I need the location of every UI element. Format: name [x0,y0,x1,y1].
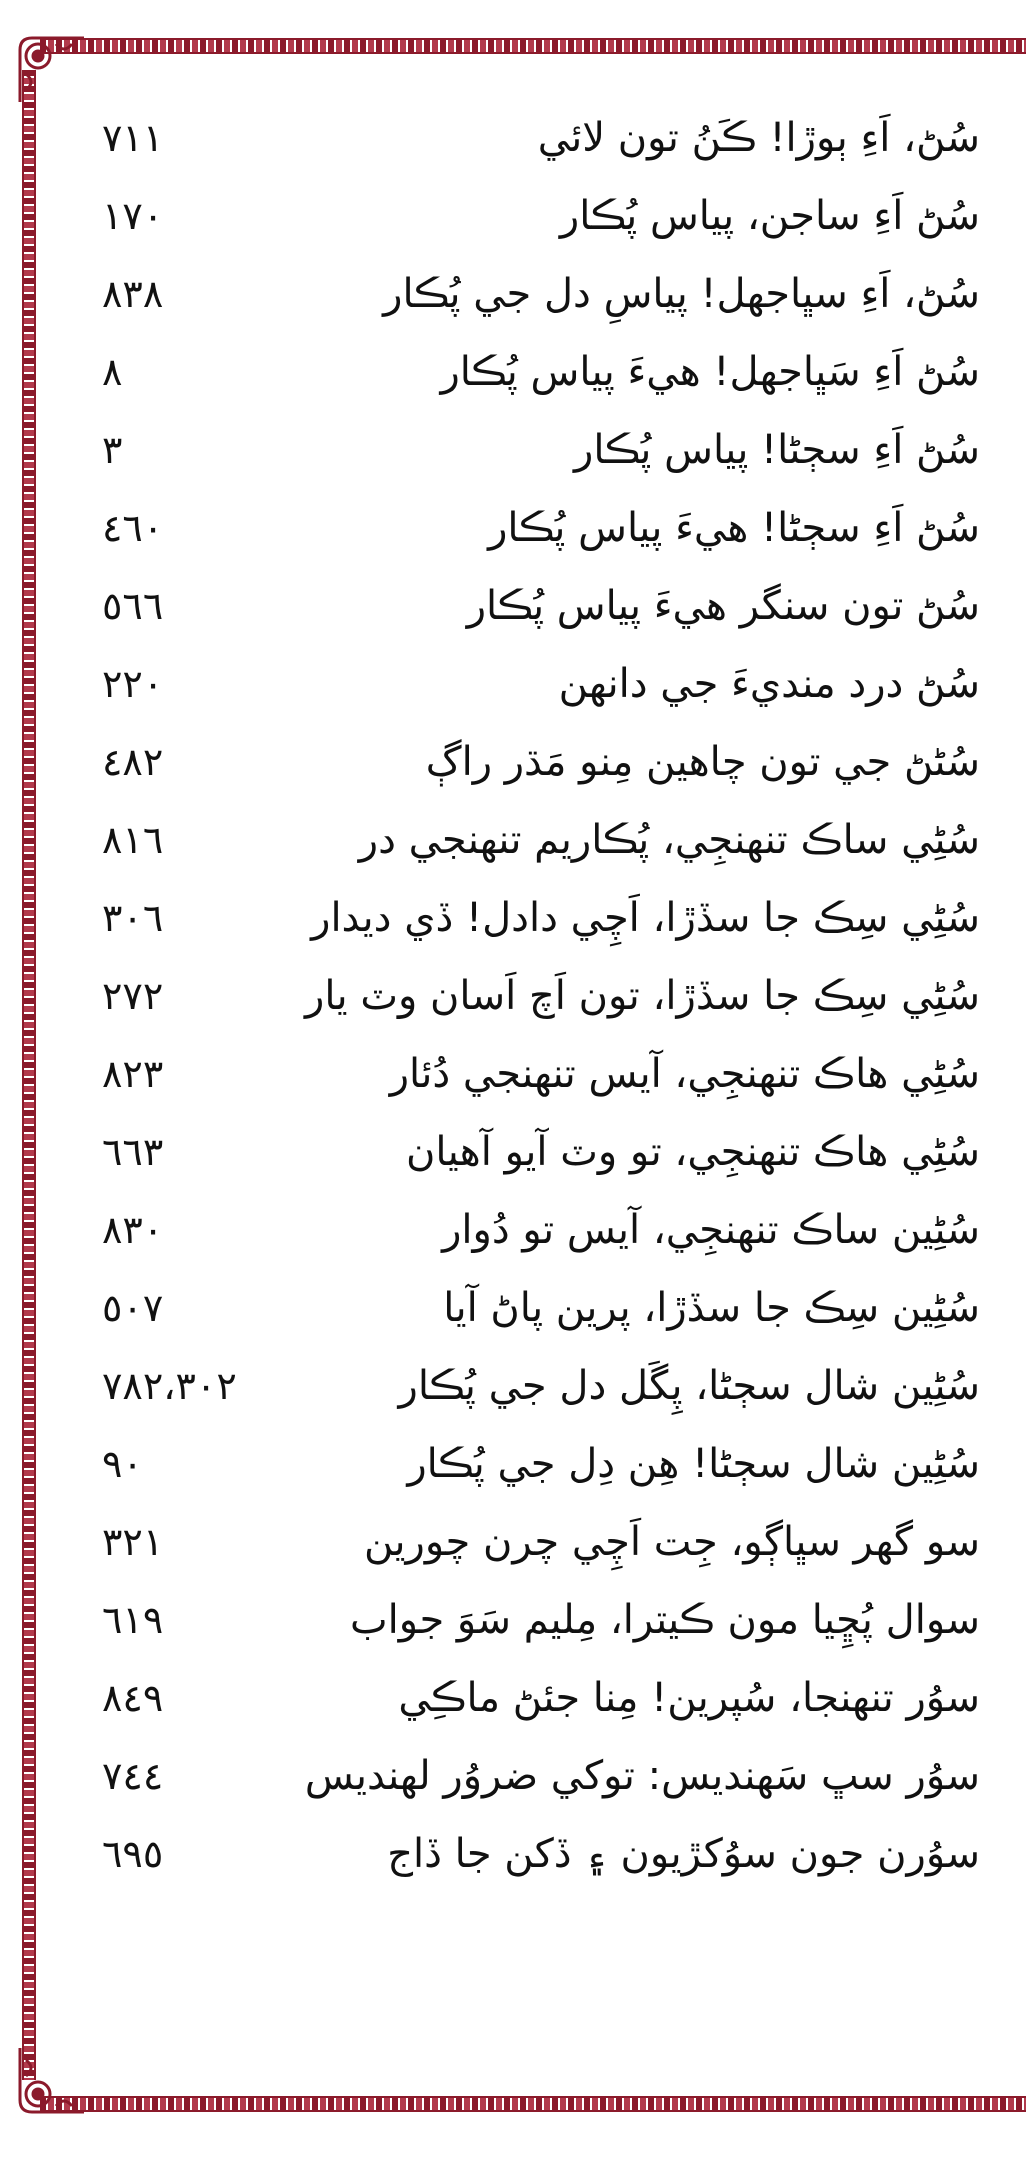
entry-text: سُڻ، اَءِ ٻوڙا! ڪَنُ تون لائي [537,115,980,161]
entry-text: سُڻ اَءِ سَڀاجهل! هيءَ پياس پُڪار [440,349,980,395]
index-entry [90,264,980,342]
entry-text: سُڻِين شال سڄڻا، پِگَل دل جي پُڪار [398,1363,980,1409]
index-entry [90,342,980,420]
index-list [90,108,980,1902]
page-number: ٧٨٢،٣٠٢ [102,1364,237,1408]
page-number: ٩٠ [102,1442,143,1486]
page-number: ١٧٠ [102,194,164,238]
index-entry [90,888,980,966]
page-number: ٨٣٨ [102,272,164,316]
bottom-border [40,2096,1026,2112]
index-entry [90,1590,980,1668]
entry-text: سُڻ اَءِ سڄڻا! هيءَ پياس پُڪار [488,505,980,551]
page-number: ٦٩٥ [102,1832,164,1876]
top-border [40,38,1026,54]
index-entry [90,1668,980,1746]
index-entry [90,810,980,888]
index-entry [90,498,980,576]
index-entry [90,186,980,264]
entry-text: سُڻ تون سنگر هيءَ پياس پُڪار [466,583,980,629]
entry-text: سُڻِي سِڪ جا سڏڙا، اَچِي دادل! ڏي ديدار [311,895,980,941]
page-number: ٢٢٠ [102,662,164,706]
entry-text: سُڻِي ساڪ تنهنجِي، پُڪاريم تنهنجي در [358,817,980,863]
entry-text: سُڻِي سِڪ جا سڏڙا، تون اَچ اَسان وٽ يار [305,973,980,1019]
entry-text: سُڻ درد منديءَ جي دانهن [558,661,980,707]
corner-ornament-bottom [12,2040,92,2120]
corner-ornament-top [12,30,92,110]
index-entry [90,966,980,1044]
page-number: ٨٣٠ [102,1208,164,1252]
page-number: ٧١١ [102,116,164,160]
index-entry [90,1824,980,1902]
index-entry [90,420,980,498]
index-entry [90,1278,980,1356]
page-number: ٨٤٩ [102,1676,164,1720]
entry-text: سُڻِين سِڪ جا سڏڙا، پرين پاڻ آيا [443,1285,980,1331]
entry-text: سُڻِين ساڪ تنهنجِي، آيس تو دُوار [442,1207,980,1253]
entry-text: سُڻ اَءِ ساجن، پياس پُڪار [559,193,980,239]
page-number: ٣٢١ [102,1520,164,1564]
index-entry [90,576,980,654]
index-entry [90,1356,980,1434]
entry-text: سُڻِين شال سڄڻا! هِن دِل جي پُڪار [407,1441,980,1487]
page-number: ٣٠٦ [102,896,164,940]
index-entry [90,1122,980,1200]
entry-text: سُڻ، اَءِ سڀاجهل! پياسِ دل جي پُڪار [383,271,980,317]
entry-text: سُڻ اَءِ سڄڻا! پياس پُڪار [574,427,980,473]
page-number: ٨ [102,350,123,394]
page-number: ٦١٩ [102,1598,164,1642]
index-entry [90,1200,980,1278]
entry-text: سوال پُڇِيا مون ڪيترا، مِليم سَوَ جواب [350,1597,980,1643]
page-number: ٢٧٢ [102,974,164,1018]
index-entry [90,1044,980,1122]
index-entry [90,1746,980,1824]
left-border [22,70,36,2080]
entry-text: سو گهر سڀاڳو، جِت اَچِي چرن چورين [363,1519,980,1565]
page-number: ٦٦٣ [102,1130,164,1174]
entry-text: سُڻِي هاڪ تنهنجِي، تو وٽ آيو آهيان [406,1129,980,1175]
page-number: ٥٠٧ [102,1286,164,1330]
index-entry [90,108,980,186]
page-number: ٧٤٤ [102,1754,164,1798]
entry-text: سوُر تنهنجا، سُپرين! مِنا جئڻ ماڪِي [398,1675,980,1721]
page-number: ٤٨٢ [102,740,164,784]
page-number: ٨١٦ [102,818,164,862]
page-number: ٤٦٠ [102,506,164,550]
entry-text: سوُر سڀ سَهنديس: توکي ضروُر لهنديس [304,1753,980,1799]
page-number: ٥٦٦ [102,584,164,628]
index-entry [90,654,980,732]
entry-text: سوُرن جون سوُکڙيون ۽ ڏکن جا ڏاج [387,1831,980,1877]
entry-text: سُڻِي هاڪ تنهنجِي، آيس تنهنجي دُئار [389,1051,980,1097]
page-number: ٣ [102,428,123,472]
entry-text: سُڻڻ جي تون چاهين مِنو مَڌر راڳ [425,739,980,785]
page-number: ٨٢٣ [102,1052,164,1096]
index-entry [90,732,980,810]
index-entry [90,1434,980,1512]
index-entry [90,1512,980,1590]
